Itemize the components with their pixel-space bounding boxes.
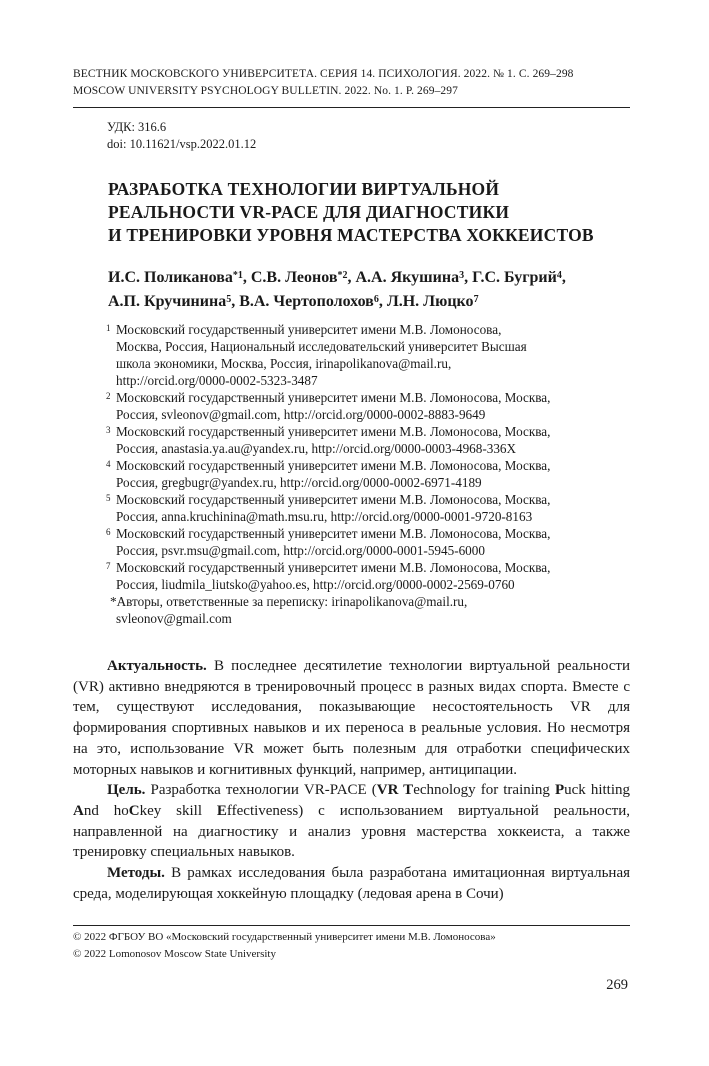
udk: УДК: 316.6: [107, 120, 167, 134]
abstract-relevance: [73, 656, 630, 780]
author-separator: ,: [561, 269, 566, 286]
affiliation-line: Россия, gregbugr@yandex.ru, http://orcid.org/0000-0002-6971-4189: [116, 475, 482, 490]
goal-text: Разработка технологии VR-PACE (: [145, 782, 377, 799]
affiliation-line: Москва, Россия, Национальный исследовательский университет Высшая: [116, 339, 527, 354]
article-title: [108, 178, 628, 247]
relevance-text: В последнее десятилетие технологии виртуальной реальности (VR) активно внедряются в тренировочный процесс в разных видах спорта. Вместе с тем, существуют исследования, показывающие несостоятельность VR для формирования спортивных навыков и их переноса в реальные условия. Но несмотря на это, использование VR может быть полезным для отработки специфических моторных навыков и когнитивных функций, например, антиципации.: [73, 658, 630, 778]
author-mark: 6: [373, 293, 379, 305]
affiliation-line: Россия, anna.kruchinina@math.msu.ru, http://orcid.org/0000-0001-9720-8163: [116, 509, 533, 524]
affiliation-line: Россия, psvr.msu@gmail.com, http://orcid.org/0000-0001-5945-6000: [116, 543, 485, 558]
author-mark: *2: [337, 270, 348, 281]
doi: doi: 10.11621/vsp.2022.01.12: [107, 137, 257, 151]
author-mark: 5: [226, 293, 232, 305]
affiliation: [106, 491, 631, 525]
goal-label: Цель.: [107, 782, 146, 799]
affiliation-number: 5: [106, 493, 111, 503]
author-list: [108, 266, 633, 313]
author-mark: 7: [473, 293, 479, 305]
relevance-label: Актуальность.: [107, 658, 207, 674]
author-separator: ,: [464, 269, 473, 286]
goal-text: key skill: [139, 802, 217, 819]
abstract-methods: [73, 863, 630, 904]
affiliation-number: 7: [106, 561, 111, 571]
copyright-en: © 2022 Lomonosov Moscow State University: [73, 947, 276, 960]
affiliation: [106, 321, 631, 389]
goal-acronym-letter: T: [398, 782, 414, 799]
affiliation-line: Московский государственный университет имени М.В. Ломоносова, Москва,: [116, 390, 551, 405]
goal-text: uck hitting: [564, 782, 630, 799]
goal-text: ffectiveness) с использованием виртуальной реальности, направленной на диагностику и анализ уровня мастерства хоккеиста, а также тренировку специальных навыков.: [73, 802, 631, 861]
goal-acronym-letter: VR: [376, 782, 399, 799]
author-separator: ,: [378, 292, 387, 310]
goal-acronym-letter: C: [128, 802, 140, 819]
author-name: Л.Н. Люцко: [386, 292, 474, 310]
affiliation-line: Московский государственный университет имени М.В. Ломоносова, Москва,: [116, 526, 551, 541]
article-meta: [107, 119, 256, 153]
affiliation: [106, 525, 631, 559]
methods-label: Методы.: [107, 865, 165, 882]
goal-acronym-letter: P: [554, 782, 565, 799]
page-number: 269: [606, 977, 628, 993]
affiliation: [106, 457, 631, 491]
journal-line-en: MOSCOW UNIVERSITY PSYCHOLOGY BULLETIN. 2022. No. 1. P. 269–297: [73, 85, 458, 97]
affiliation: [106, 559, 631, 593]
affiliation-line: Московский государственный университет имени М.В. Ломоносова, Москва,: [116, 560, 551, 575]
affiliation-line: Московский государственный университет имени М.В. Ломоносова, Москва,: [116, 492, 551, 507]
methods-text: В рамках исследования была разработана имитационная виртуальная среда, моделирующая хоккейную площадку (ледовая арена в Сочи): [73, 865, 630, 902]
goal-text: echnology for training: [413, 782, 555, 799]
corresponding-line: *Авторы, ответственные за переписку: irinapolikanova@mail.ru,: [110, 594, 468, 609]
footer-rule: [73, 925, 630, 926]
affiliation-line: Московский государственный университет имени М.В. Ломоносова, Москва,: [116, 424, 551, 439]
affiliation-line: школа экономики, Москва, Россия, irinapolikanova@mail.ru,: [116, 356, 452, 371]
goal-acronym-letter: A: [73, 802, 84, 819]
affiliation-line: Московский государственный университет имени М.В. Ломоносова,: [116, 322, 502, 337]
author-name: И.С. Поликанова: [108, 269, 233, 286]
affiliation: [106, 423, 631, 457]
journal-header: [73, 66, 633, 100]
author-separator: ,: [231, 292, 240, 310]
title-line: И ТРЕНИРОВКИ УРОВНЯ МАСТЕРСТВА ХОККЕИСТОВ: [108, 225, 594, 245]
affiliations: [106, 321, 631, 627]
author-mark: *1: [232, 270, 243, 281]
author-name: В.А. Чертополохов: [239, 292, 374, 310]
affiliation: [106, 389, 631, 423]
affiliation-line: Московский государственный университет имени М.В. Ломоносова, Москва,: [116, 458, 551, 473]
corresponding-authors: [106, 593, 631, 627]
affiliation-line: Россия, liudmila_liutsko@yahoo.es, http://orcid.org/0000-0002-2569-0760: [116, 577, 515, 592]
author-mark: 4: [556, 270, 562, 281]
header-rule: [73, 107, 630, 108]
affiliation-number: 3: [106, 425, 111, 435]
author-name: А.А. Якушина: [355, 269, 460, 286]
abstract: [73, 656, 630, 904]
author-separator: ,: [347, 269, 356, 286]
author-name: С.В. Леонов: [250, 269, 338, 286]
affiliation-line: Россия, anastasia.ya.au@yandex.ru, http://orcid.org/0000-0003-4968-336X: [116, 441, 517, 456]
copyright-ru: © 2022 ФГБОУ ВО «Московский государственный университет имени М.В. Ломоносова»: [73, 931, 496, 943]
author-mark: 3: [459, 270, 465, 281]
affiliation-number: 2: [106, 391, 111, 401]
goal-text: nd ho: [83, 802, 129, 819]
affiliation-number: 1: [106, 323, 111, 333]
goal-acronym-letter: E: [216, 802, 227, 819]
affiliation-number: 4: [106, 459, 111, 469]
abstract-goal: [73, 780, 630, 863]
copyright: [73, 929, 496, 962]
affiliation-line: Россия, svleonov@gmail.com, http://orcid.org/0000-0002-8883-9649: [116, 407, 486, 422]
corresponding-line: svleonov@gmail.com: [116, 611, 232, 626]
author-name: Г.С. Бугрий: [472, 269, 557, 286]
affiliation-number: 6: [106, 527, 111, 537]
affiliation-line: http://orcid.org/0000-0002-5323-3487: [116, 373, 318, 388]
title-line: РЕАЛЬНОСТИ VR-PACE ДЛЯ ДИАГНОСТИКИ: [108, 202, 510, 222]
author-name: А.П. Кручинина: [108, 292, 227, 310]
title-line: РАЗРАБОТКА ТЕХНОЛОГИИ ВИРТУАЛЬНОЙ: [108, 179, 500, 199]
journal-line-ru: ВЕСТНИК МОСКОВСКОГО УНИВЕРСИТЕТА. СЕРИЯ 14. ПСИХОЛОГИЯ. 2022. № 1. С. 269–298: [73, 68, 574, 80]
author-separator: ,: [242, 269, 251, 286]
